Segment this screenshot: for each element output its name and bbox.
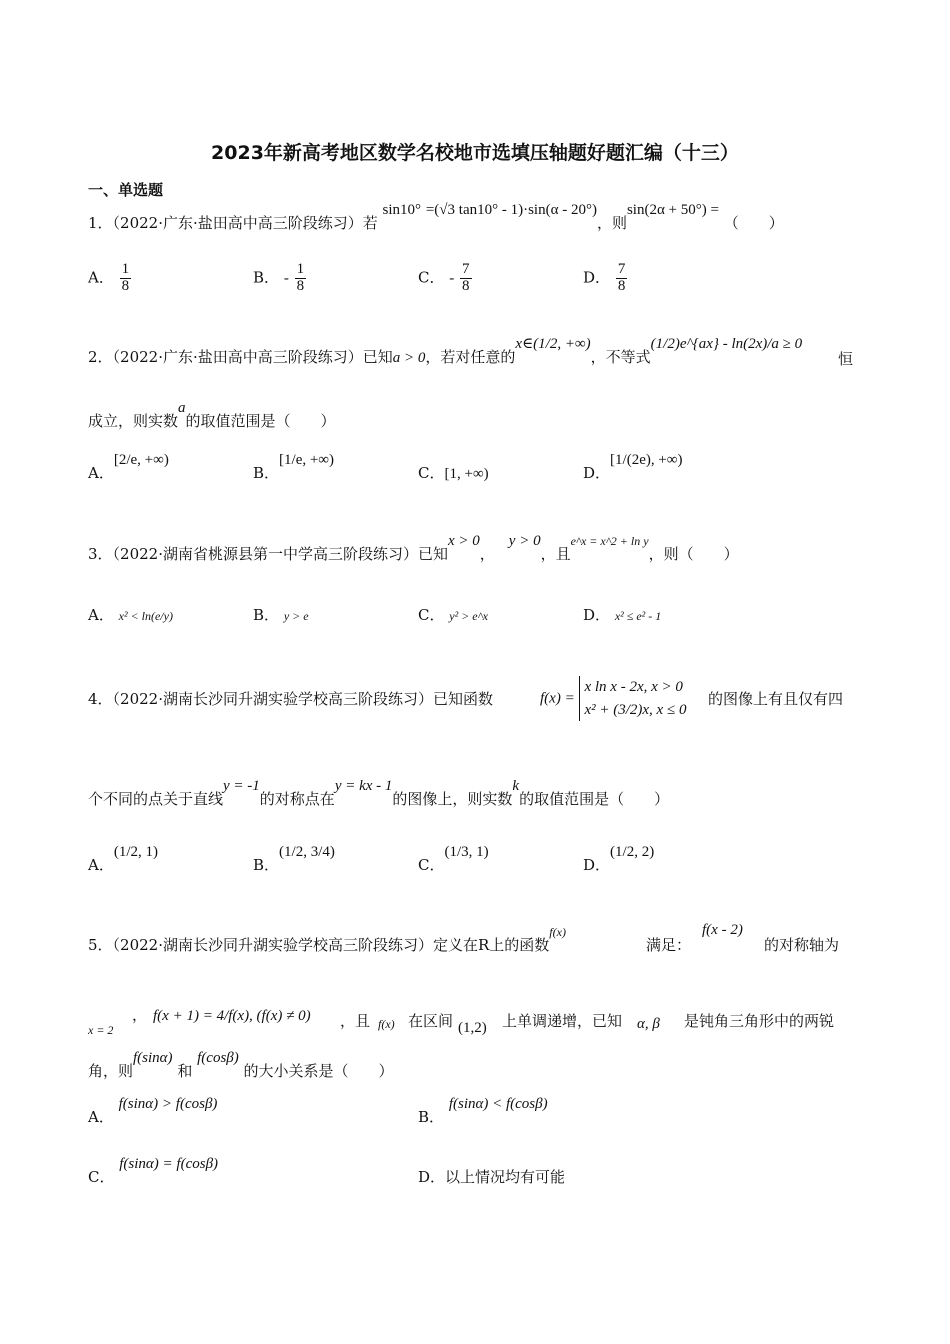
question-5-line-2 xyxy=(88,1020,113,1038)
formula: f(cosβ) xyxy=(197,1050,239,1066)
option-c xyxy=(418,844,489,875)
formula: a > 0 xyxy=(392,350,426,366)
question-text: 的对称轴为 xyxy=(764,936,840,954)
option-label: A． xyxy=(88,268,114,287)
option-label: D． xyxy=(418,1168,446,1186)
option-label: B． xyxy=(253,268,280,287)
question-source: （2022·湖南省桃源县第一中学高三阶段练习）已知 xyxy=(112,545,448,563)
option-label: D． xyxy=(583,268,611,287)
formula: f(x) = xyxy=(540,690,575,707)
option-label: C． xyxy=(418,464,445,482)
question-text: 恒 xyxy=(838,350,854,368)
fraction: $\frac{1}{8}$ xyxy=(296,261,305,294)
formula: f(sinα) > f(cosβ) xyxy=(118,1096,218,1112)
question-number: 3． xyxy=(88,545,113,563)
option-d xyxy=(583,604,661,625)
formula: y = -1 xyxy=(223,778,260,794)
fraction: $\frac{1}{8}$ xyxy=(121,261,130,294)
formula: y > 0 xyxy=(508,533,541,549)
formula: (1,2) xyxy=(458,1020,487,1036)
option-d xyxy=(583,452,683,483)
option-label: C． xyxy=(88,1168,115,1186)
option-b xyxy=(253,262,307,295)
question-5 xyxy=(88,925,566,955)
formula: f(x) xyxy=(378,1017,395,1031)
option-b xyxy=(418,1096,548,1127)
question-3: 3．（2022·湖南省桃源县第一中学高三阶段练习）已知x > 0，y > 0，且$^{e\^{}x = x\^{}2 + ln y}$，则（ ） xyxy=(88,533,739,563)
option-label: A． xyxy=(88,606,114,624)
option-label: A． xyxy=(88,464,114,482)
option-a xyxy=(88,1096,218,1127)
question-text: 的取值范围是（ ） xyxy=(185,412,336,430)
formula: [1, +∞) xyxy=(444,466,489,482)
formula: sin10° xyxy=(382,202,422,218)
option-label: A． xyxy=(88,856,114,874)
piecewise-cases xyxy=(579,676,686,721)
question-source: （2022·湖南长沙同升湖实验学校高三阶段练习）定义在R上的函数 xyxy=(112,936,550,954)
question-4 xyxy=(88,688,493,709)
option-label: C． xyxy=(418,856,445,874)
formula: (1/2, 2) xyxy=(610,844,655,860)
question-text: ，且 xyxy=(540,545,571,563)
option-label: B． xyxy=(253,856,280,874)
formula: f(x) xyxy=(549,925,566,939)
formula: e^x = x^2 + ln y xyxy=(570,534,649,548)
option-label: B． xyxy=(253,606,280,624)
option-b xyxy=(253,604,309,625)
question-text: ，不等式 xyxy=(590,348,651,366)
question-text: 满足： xyxy=(646,936,692,954)
question-number: 1． xyxy=(88,214,113,232)
option-d xyxy=(583,844,655,875)
option-b xyxy=(253,452,334,483)
question-text: 的大小关系是（ ） xyxy=(243,1062,394,1080)
question-number: 4． xyxy=(88,690,113,708)
question-text: 个不同的点关于直线 xyxy=(88,790,224,808)
formula: [1/(2e), +∞) xyxy=(610,452,683,468)
question-number: 5． xyxy=(88,936,113,954)
question-1 xyxy=(88,202,784,233)
question-text: 在区间 xyxy=(408,1012,454,1030)
option-text: 以上情况均有可能 xyxy=(445,1168,566,1186)
option-label: D． xyxy=(583,856,611,874)
question-text: 的图像上，则实数 xyxy=(392,790,513,808)
option-c xyxy=(418,262,473,295)
formula: [1/e, +∞) xyxy=(279,452,334,468)
option-a xyxy=(88,452,169,483)
option-a xyxy=(88,262,132,295)
option-label: C． xyxy=(418,268,445,287)
fraction: $\frac{7}{8}$ xyxy=(617,261,626,294)
formula: y = kx - 1 xyxy=(334,778,393,794)
question-text: 是钝角三角形中的两锐 xyxy=(684,1012,835,1030)
question-text: 上单调递增，已知 xyxy=(502,1012,623,1030)
formula: ， f(x + 1) = 4/f(x), (f(x) ≠ 0) xyxy=(132,1006,311,1024)
question-2 xyxy=(88,336,803,367)
question-text: 的对称点在 xyxy=(259,790,335,808)
question-4-line-2 xyxy=(88,778,670,809)
option-d xyxy=(418,1166,565,1187)
answer-blank: （ ） xyxy=(723,214,784,232)
case-1: x ln x - 2x, x > 0 xyxy=(584,679,683,695)
option-c xyxy=(88,1156,219,1187)
formula: y > e xyxy=(283,609,309,623)
question-text: ，则 xyxy=(596,214,627,232)
formula: f(sinα) = f(cosβ) xyxy=(119,1156,219,1172)
option-label: D． xyxy=(583,606,611,624)
formula: α, β xyxy=(637,1016,660,1032)
option-b xyxy=(253,844,335,875)
formula: x > 0 xyxy=(448,533,480,549)
option-label: D． xyxy=(583,464,611,482)
formula: (1/2, 1) xyxy=(113,844,159,860)
option-c xyxy=(418,462,489,483)
question-text: ，则（ ） xyxy=(648,545,739,563)
question-source: （2022·广东·盐田高中高三阶段练习）已知 xyxy=(112,348,393,366)
question-text: 的图像上有且仅有四 xyxy=(708,690,844,708)
question-5-line-3 xyxy=(88,1050,394,1081)
question-number: 2． xyxy=(88,348,113,366)
sign: - xyxy=(449,270,455,287)
section-heading: 一、单选题 xyxy=(88,181,164,199)
piecewise-function xyxy=(540,676,686,721)
option-label: A． xyxy=(88,1108,114,1126)
formula: =(√3 tan10° - 1)·sin(α - 20°) xyxy=(425,202,597,218)
formula: x² ≤ e² - 1 xyxy=(614,609,662,623)
question-text: 角，则 xyxy=(88,1062,134,1080)
option-a xyxy=(88,604,173,625)
sign: - xyxy=(283,270,289,287)
option-label: B． xyxy=(418,1108,445,1126)
formula: [2/e, +∞) xyxy=(113,452,169,468)
question-source: （2022·湖南长沙同升湖实验学校高三阶段练习）已知函数 xyxy=(112,690,493,708)
formula: a xyxy=(178,400,186,416)
question-text: ，且 xyxy=(340,1012,371,1030)
question-text: 的取值范围是（ ） xyxy=(519,790,670,808)
option-a xyxy=(88,844,159,875)
formula: k xyxy=(512,778,520,794)
question-text: ，若对任意的 xyxy=(425,348,516,366)
question-source: （2022·广东·盐田高中高三阶段练习）若 xyxy=(112,214,378,232)
formula: f(sinα) < f(cosβ) xyxy=(448,1096,548,1112)
formula: f(x - 2) xyxy=(702,922,743,938)
question-2-line-2 xyxy=(88,400,336,431)
formula: y² > e^x xyxy=(449,609,489,623)
option-c xyxy=(418,604,488,625)
question-text: 成立，则实数 xyxy=(88,412,179,430)
formula: x² < ln(e/y) xyxy=(118,609,173,623)
formula: x = 2 xyxy=(88,1023,114,1037)
formula: f(sinα) xyxy=(133,1050,173,1066)
question-text: 和 xyxy=(177,1062,193,1080)
option-label: C． xyxy=(418,606,445,624)
formula: (1/2)e^{ax} - ln(2x)/a ≥ 0 xyxy=(650,336,803,352)
option-label: B． xyxy=(253,464,280,482)
option-d xyxy=(583,262,628,295)
formula: (1/2, 3/4) xyxy=(279,844,335,860)
formula: sin(2α + 50°) = xyxy=(626,202,719,218)
page-title: 2023年新高考地区数学名校地市选填压轴题好题汇编（十三） xyxy=(211,142,739,164)
formula: x∈(1/2, +∞) xyxy=(515,336,591,352)
case-2: x² + (3/2)x, x ≤ 0 xyxy=(584,701,687,718)
fraction: $\frac{7}{8}$ xyxy=(462,261,470,294)
formula: (1/3, 1) xyxy=(444,844,489,860)
